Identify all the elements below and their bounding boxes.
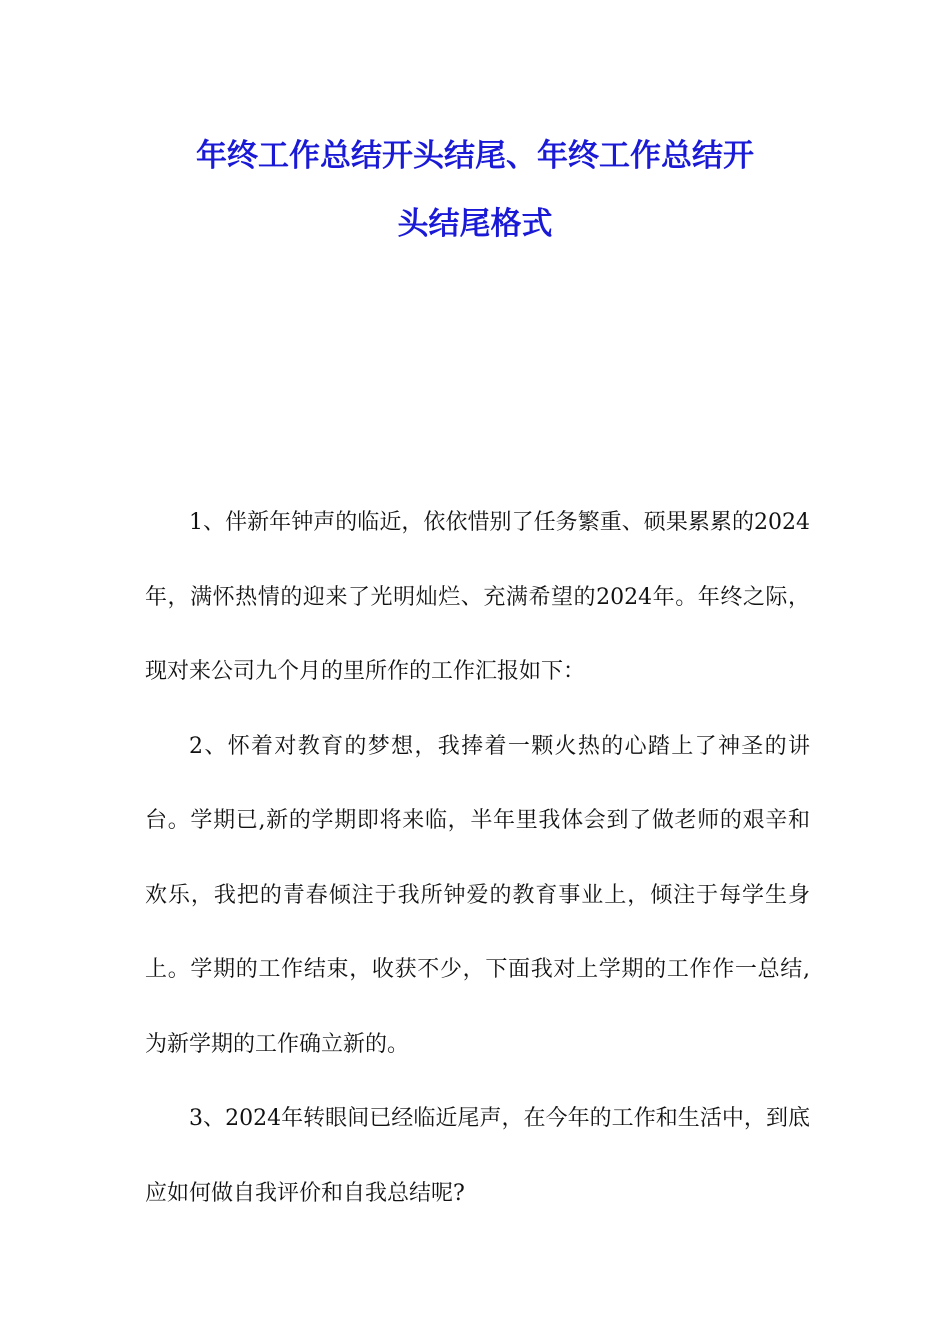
paragraph-1: 1、伴新年钟声的临近，依依惜别了任务繁重、硕果累累的2024年，满怀热情的迎来了光明灿烂、充满希望的2024年。年终之际，现对来公司九个月的里所作的工作汇报如下：	[145, 510, 810, 684]
paragraph-3: 3、2024年转眼间已经临近尾声，在今年的工作和生活中，到底应如何做自我评价和自我总结呢?	[145, 1106, 810, 1206]
document-body	[145, 486, 810, 1231]
title-line-1: 年终工作总结开头结尾、年终工作总结开	[196, 138, 754, 174]
title-line-2: 头结尾格式	[397, 206, 553, 242]
document-title	[120, 122, 830, 258]
paragraph-2: 2、怀着对教育的梦想，我捧着一颗火热的心踏上了神圣的讲台。学期已,新的学期即将来临，半年里我体会到了做老师的艰辛和欢乐，我把的青春倾注于我所钟爱的教育事业上，倾注于每学生身上。学期的工作结束，收获不少，下面我对上学期的工作作一总结,为新学期的工作确立新的。	[145, 733, 810, 1057]
